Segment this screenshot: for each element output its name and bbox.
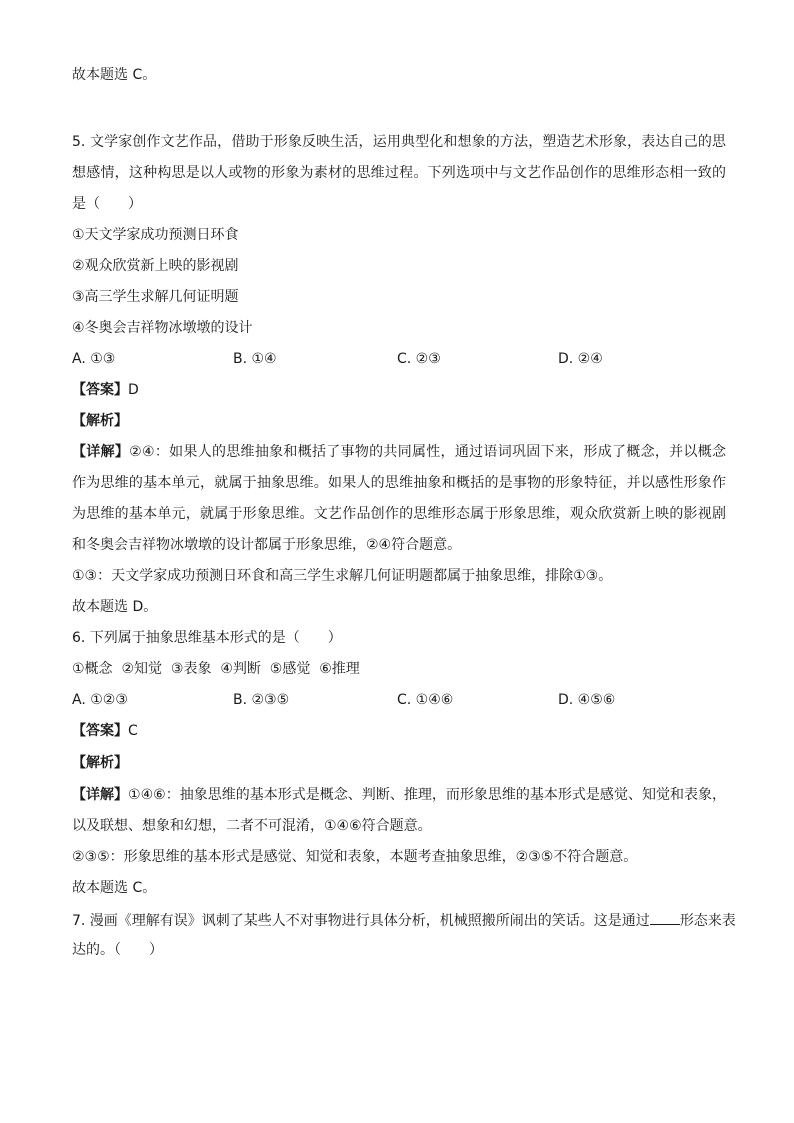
q7-fill-blank xyxy=(650,910,680,925)
q5-detail-line-2: 作为思维的基本单元，就属于抽象思维。如果人的思维抽象和概括的是事物的形象特征，并以感性形象作 xyxy=(72,475,726,491)
q5-detail-line-4: 和冬奥会吉祥物冰墩墩的设计都属于形象思维，②④符合题意。 xyxy=(72,537,462,553)
q5-detail-line-1 xyxy=(72,443,726,461)
q7-stem-part-a: 7. 漫画《理解有误》讽刺了某些人不对事物进行具体分析，机械照搬所闹出的笑话。这是通过 xyxy=(72,913,650,929)
q5-detail-line-5: ①③：天文学家成功预测日环食和高三学生求解几何证明题都属于抽象思维，排除①③。 xyxy=(72,568,613,584)
q5-item-2: ②观众欣赏新上映的影视剧 xyxy=(72,258,239,274)
q6-detail-label: 【详解】 xyxy=(72,787,129,803)
q6-option-c: C. ①④⑥ xyxy=(397,692,454,708)
q5-stem-line-1: 5. 文学家创作文艺作品，借助于形象反映生活，运用典型化和想象的方法，塑造艺术形象，表达自己的思 xyxy=(72,134,726,150)
q5-answer-value: D xyxy=(128,382,139,398)
q7-stem-part-b: 形态来表 xyxy=(679,913,736,929)
q7-stem-line-2: 达的。（ ） xyxy=(72,942,163,958)
q5-option-b: B. ①④ xyxy=(233,351,277,367)
q5-conclusion: 故本题选 D。 xyxy=(72,599,158,615)
q6-items: ①概念 ②知觉 ③表象 ④判断 ⑤感觉 ⑥推理 xyxy=(72,661,360,677)
q5-option-d: D. ②④ xyxy=(558,351,603,367)
q6-option-a: A. ①②③ xyxy=(72,692,128,708)
q6-detail-line-2: 以及联想、想象和幻想，二者不可混淆，①④⑥符合题意。 xyxy=(72,818,432,834)
q6-answer-value: C xyxy=(128,723,138,739)
q5-item-3: ③高三学生求解几何证明题 xyxy=(72,289,239,305)
q6-detail-line-1 xyxy=(72,786,726,804)
q5-answer-label: 【答案】 xyxy=(72,382,128,398)
q5-item-1: ①天文学家成功预测日环食 xyxy=(72,227,239,243)
q5-detail-text-1: ②④：如果人的思维抽象和概括了事物的共同属性，通过语词巩固下来，形成了概念，并以概念 xyxy=(129,444,727,460)
q5-stem-line-3: 是（ ） xyxy=(72,196,142,212)
q7-stem-line-1 xyxy=(72,910,736,930)
q6-option-b: B. ②③⑤ xyxy=(233,692,290,708)
q5-item-4: ④冬奥会吉祥物冰墩墩的设计 xyxy=(72,320,253,336)
q5-analysis-label: 【解析】 xyxy=(72,413,128,429)
q5-option-a: A. ①③ xyxy=(72,351,116,367)
q5-stem-line-2: 想感情，这种构思是以人或物的形象为素材的思维过程。下列选项中与文艺作品创作的思维形态相一致的 xyxy=(72,165,726,181)
q6-detail-line-3: ②③⑤：形象思维的基本形式是感觉、知觉和表象，本题考查抽象思维，②③⑤不符合题意。 xyxy=(72,849,638,865)
q6-stem: 6. 下列属于抽象思维基本形式的是（ ） xyxy=(72,630,342,646)
q6-answer xyxy=(72,722,138,740)
q6-answer-label: 【答案】 xyxy=(72,723,128,739)
q6-option-d: D. ④⑤⑥ xyxy=(558,692,616,708)
q5-option-c: C. ②③ xyxy=(397,351,441,367)
q6-analysis-label: 【解析】 xyxy=(72,755,128,771)
q5-detail-label: 【详解】 xyxy=(72,444,130,460)
q6-detail-text-1: ①④⑥：抽象思维的基本形式是概念、判断、推理，而形象思维的基本形式是感觉、知觉和表象， xyxy=(128,787,726,803)
q5-detail-line-3: 为思维的基本单元，就属于形象思维。文艺作品创作的思维形态属于形象思维，观众欣赏新上映的影视剧 xyxy=(72,506,726,522)
q5-answer xyxy=(72,381,139,399)
q6-conclusion: 故本题选 C。 xyxy=(72,880,157,896)
q4-conclusion: 故本题选 C。 xyxy=(72,67,157,83)
